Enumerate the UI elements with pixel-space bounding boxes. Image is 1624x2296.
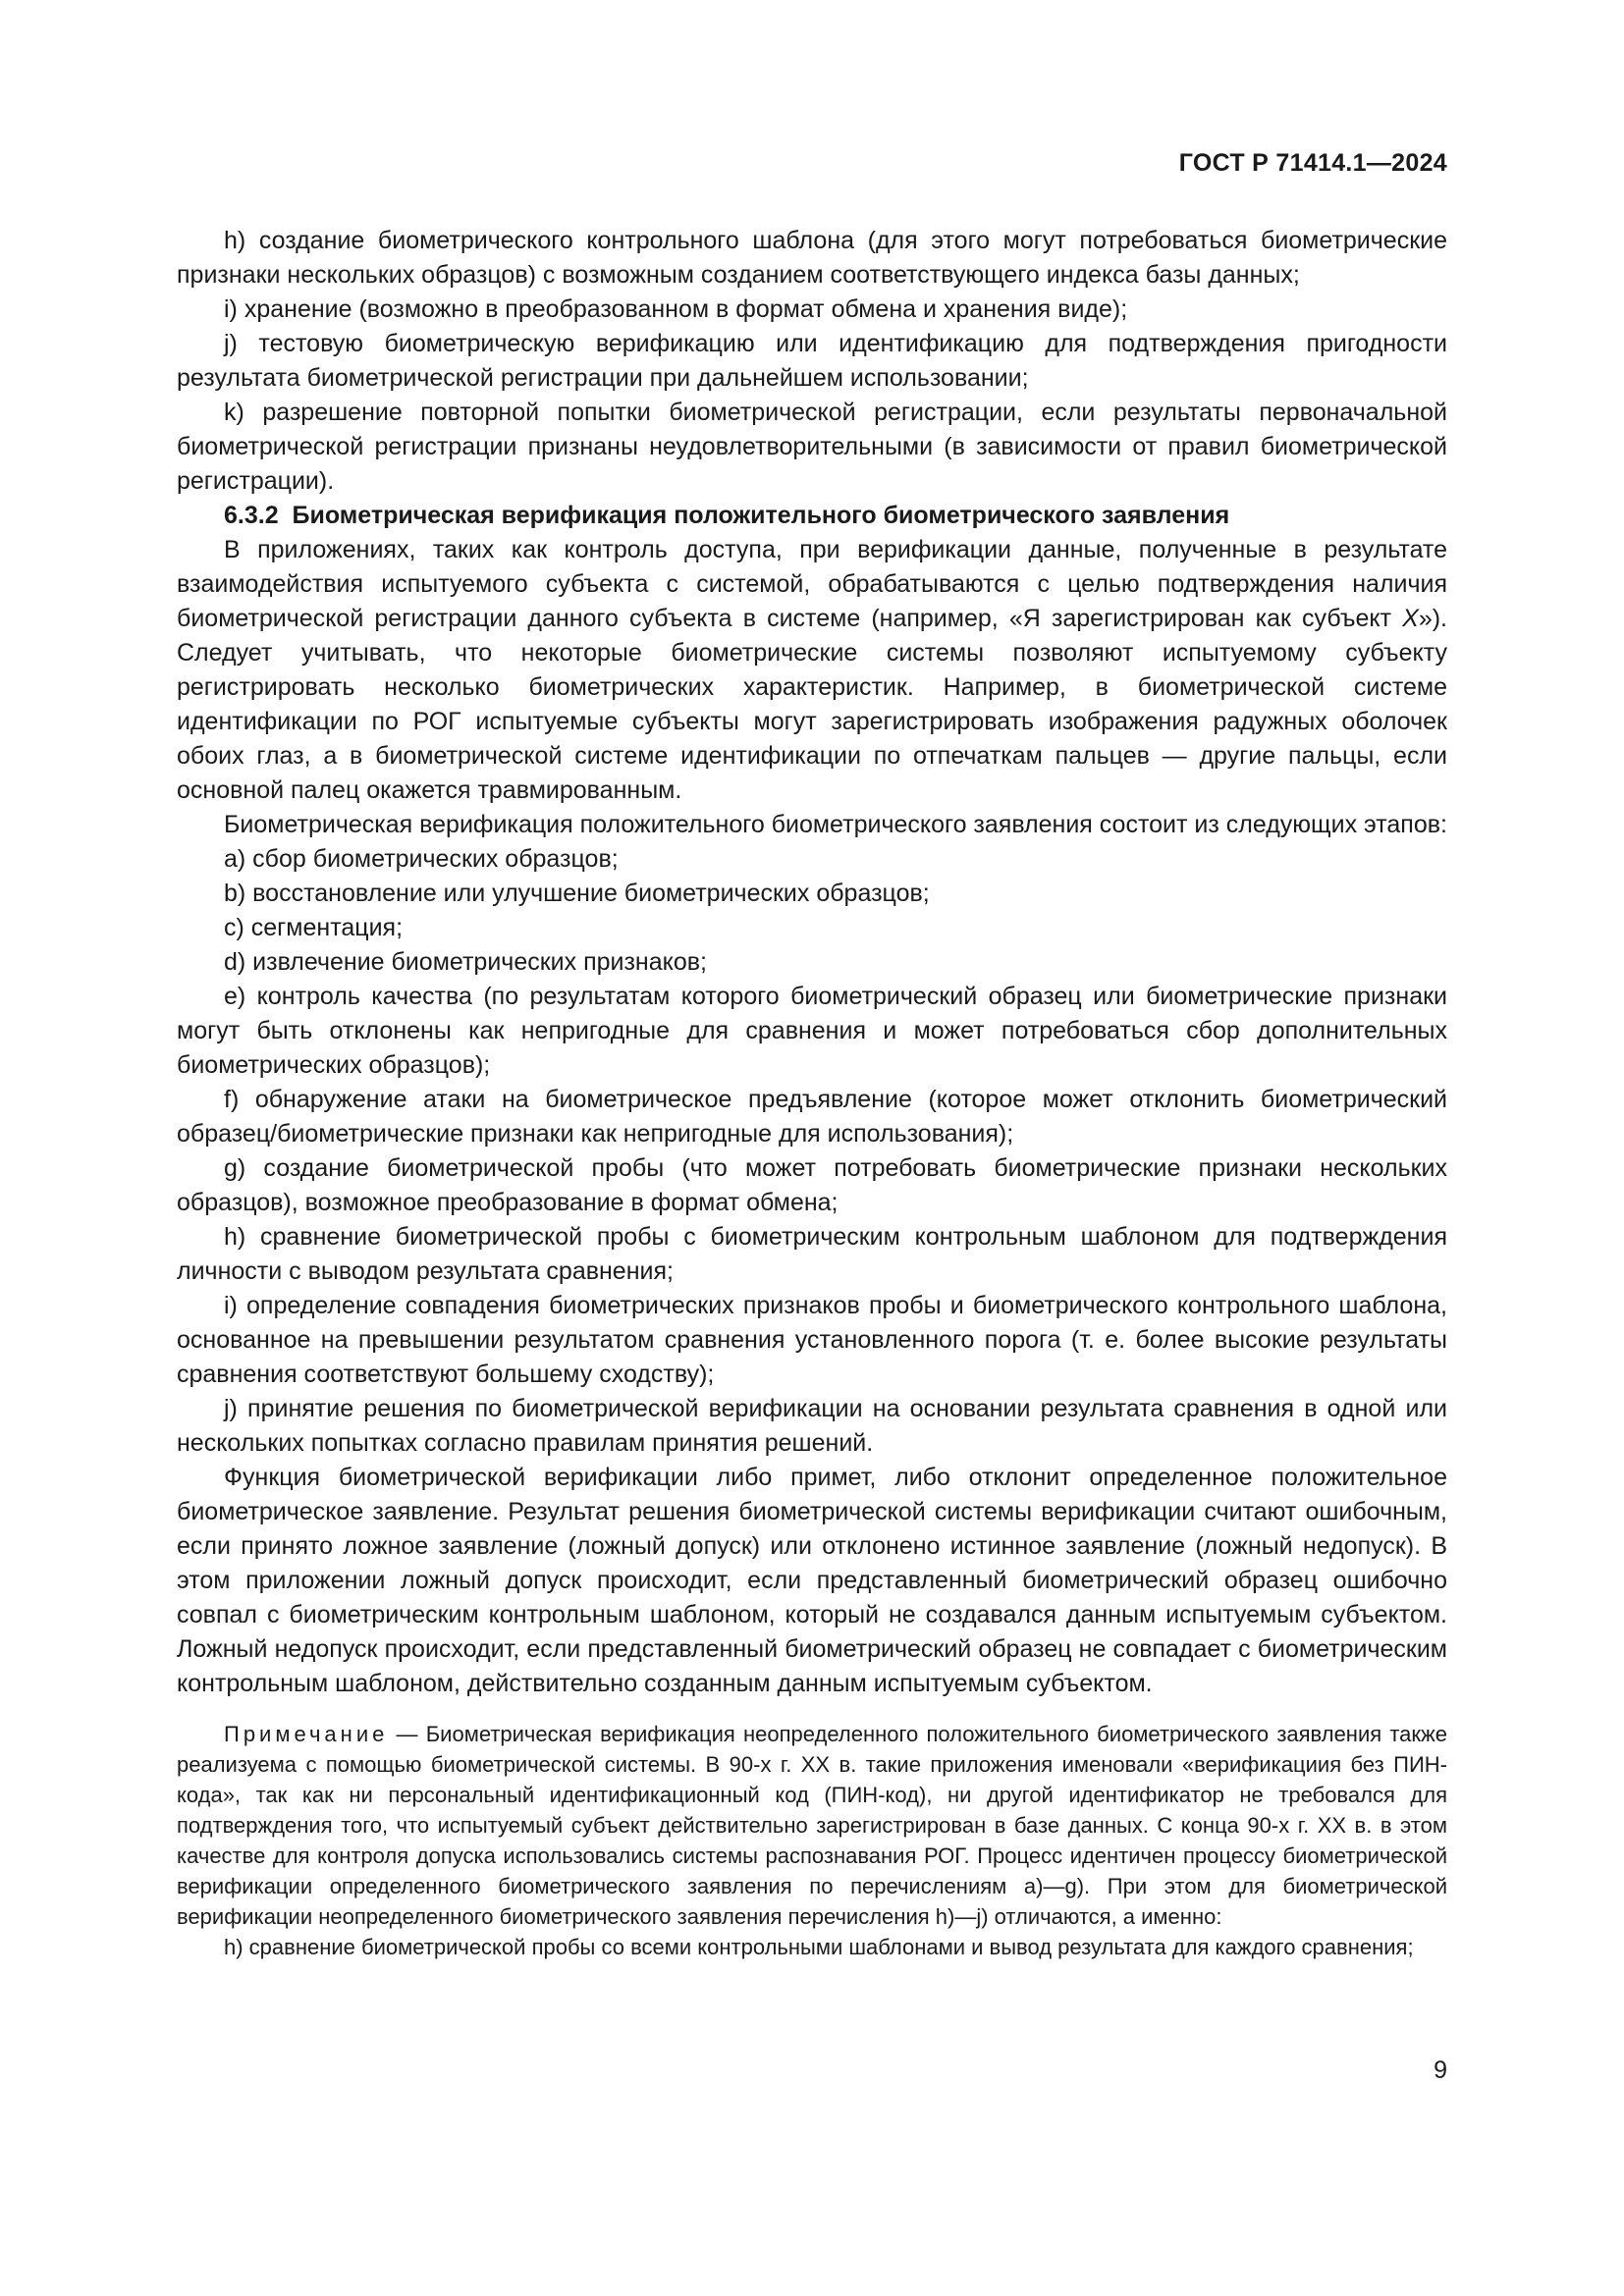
list-item: f) обнаружение атаки на биометрическое предъявление (которое может отклонить биометрический образец/биометрические признаки как непригодные для использования); [177,1086,1447,1148]
note-list-item: h) сравнение биометрической пробы со всеми контрольными шаблонами и вывод результата для каждого сравнения; [224,1935,1414,1959]
paragraph-stages-intro: Биометрическая верификация положительного биометрического заявления состоит из следующих этапов: [224,811,1447,838]
list-item: c) сегментация; [224,914,404,941]
list-item: h) создание биометрического контрольного шаблона (для этого могут потребоваться биометрические признаки нескольких образцов) с возможным созданием соответствующего индекса базы данных; [177,227,1447,289]
list-item: j) принятие решения по биометрической верификации на основании результата сравнения в одной или нескольких попытках согласно правилам принятия решений. [177,1395,1447,1457]
paragraph-applications: В приложениях, таких как контроль доступа, при верификации данные, полученные в результате взаимодействия испытуемого субъекта с системой, обрабатываются с целью подтверждения наличия биометрической регистрации данного субъекта в системе (например, «Я зарегистрирован как субъект X»). Следует учитывать, что некоторые биометрические системы позволяют испытуемому субъекту регистрировать несколько биометрических характеристик. Например, в биометрической системе идентификации по РОГ испытуемые субъекты могут зарегистрировать изображения радужных оболочек обоих глаз, а в биометрической системе идентификации по отпечаткам пальцев — другие пальцы, если основной палец окажется травмированным. [177,536,1447,804]
section-number: 6.3.2 [224,502,279,529]
page-number: 9 [1434,2056,1447,2084]
list-item: k) разрешение повторной попытки биометрической регистрации, если результаты первоначальной биометрической регистрации признаны неудовлетворительными (в зависимости от правил биометрической регистрации). [177,399,1447,495]
list-item: a) сбор биометрических образцов; [224,845,619,873]
list-item: j) тестовую биометрическую верификацию или идентификацию для подтверждения пригодности результата биометрической регистрации при дальнейшем использовании; [177,330,1447,392]
list-item: e) контроль качества (по результатам которого биометрический образец или биометрические признаки могут быть отклонены как непригодные для сравнения и может потребоваться сбор дополнительных биометрических образцов); [177,983,1447,1079]
document-id-header: ГОСТ Р 71414.1—2024 [1178,149,1447,177]
list-item: g) создание биометрической пробы (что может потребовать биометрические признаки нескольких образцов), возможное преобразование в формат обмена; [177,1154,1447,1216]
list-item: i) определение совпадения биометрических признаков пробы и биометрического контрольного шаблона, основанное на превышении результатом сравнения установленного порога (т. е. более высокие результаты сравнения соответствуют большему сходству); [177,1292,1447,1388]
note-block [177,1719,1447,1962]
section-title: Биометрическая верификация положительного биометрического заявления [292,502,1230,529]
list-item: i) хранение (возможно в преобразованном в формат обмена и хранения виде); [224,295,1128,323]
section-heading [177,499,1447,533]
list-item: h) сравнение биометрической пробы с биометрическим контрольным шаблоном для подтверждения личности с выводом результата сравнения; [177,1223,1447,1285]
note-label: Примечание [224,1722,389,1746]
paragraph-verification-function: Функция биометрической верификации либо примет, либо отклонит определенное положительное биометрическое заявление. Результат решения биометрической системы верификации считают ошибочным, если принято ложное заявление (ложный допуск) или отклонено истинное заявление (ложный недопуск). В этом приложении ложный допуск происходит, если представленный биометрический образец ошибочно совпал с биометрическим контрольным шаблоном, который не создавался данным испытуемым субъектом. Ложный недопуск происходит, если представленный биометрический образец не совпадает с биометрическим контрольным шаблоном, действительно созданным данным испытуемым субъектом. [177,1464,1447,1697]
list-item: b) восстановление или улучшение биометрических образцов; [224,880,930,907]
subject-variable: X [1402,605,1419,632]
list-item: d) извлечение биометрических признаков; [224,948,707,976]
page-body [177,224,1447,1962]
note-text: — Биометрическая верификация неопределенного положительного биометрического заявления также реализуема с помощью биометрической системы. В 90-х г. XX в. такие приложения именовали «верификациия без ПИН-кода», так как ни персональный идентификационный код (ПИН-код), ни другой идентификатор не требовался для подтверждения того, что испытуемый субъект действительно зарегистрирован в базе данных. С конца 90-х г. XX в. в этом качестве для контроля допуска использовались системы распознавания РОГ. Процесс идентичен процессу биометрической верификации определенного биометрического заявления по перечислениям a)—g). При этом для биометрической верификации неопределенного биометрического заявления перечисления h)—j) отличаются, а именно: [177,1722,1447,1929]
note-paragraph [177,1719,1447,1932]
